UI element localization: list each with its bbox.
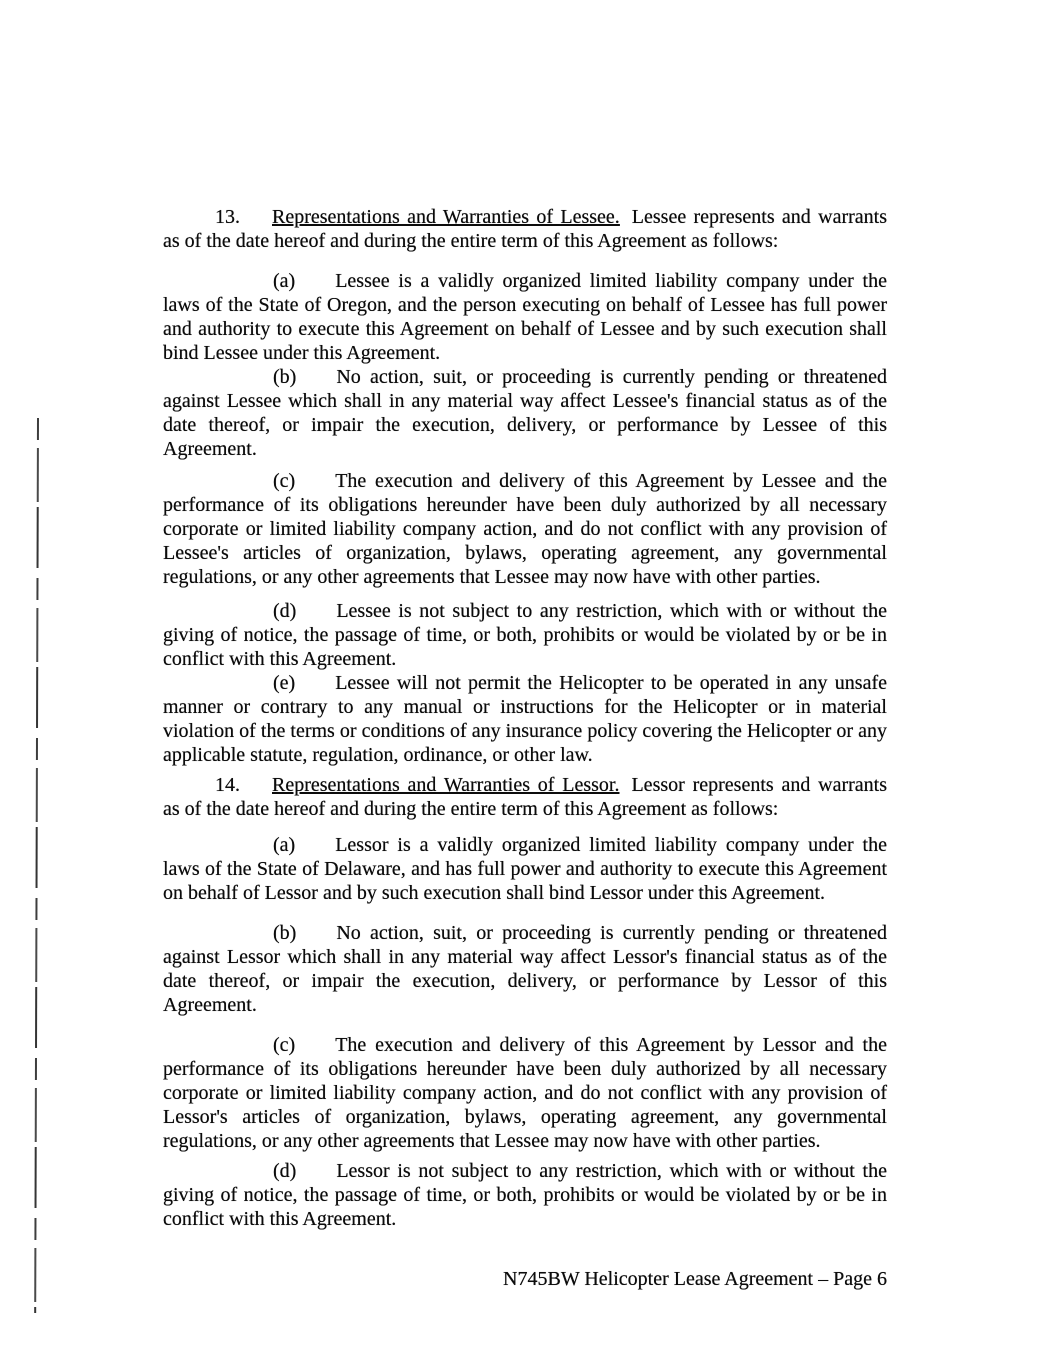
clause-13b [163, 365, 887, 461]
clause-label: (c) [273, 1034, 296, 1056]
section-14-heading-paragraph [163, 773, 887, 821]
clause-14a [163, 833, 887, 905]
clause-text: The execution and delivery of this Agreement by Lessee and the performance of its obligations hereunder have been duly authorized by all necessary corporate or limited liability company action, and do not conflict with any provision of Lessee's articles of organization, bylaws, operating agreement, any governmental regulations, or any other agreements that Lessee may now have with other parties. [163, 470, 887, 588]
clause-14b [163, 921, 887, 1017]
clause-label: (d) [273, 1160, 297, 1182]
clause-text: Lessor is a validly organized limited liability company under the laws of the State of Delaware, and has full power and authority to execute this Agreement on behalf of Lessor and by such execution shall bind Lessor under this Agreement. [163, 834, 887, 904]
clause-13e [163, 671, 887, 767]
clause-label: (c) [273, 470, 296, 492]
section-heading: Representations and Warranties of Lessor. [272, 774, 620, 796]
clause-label: (d) [273, 600, 297, 622]
section-heading: Representations and Warranties of Lessee. [272, 206, 620, 228]
clause-label: (b) [273, 366, 297, 388]
clause-label: (a) [273, 270, 296, 292]
clause-text: Lessee is not subject to any restriction, which with or without the giving of notice, the passage of time, or both, prohibits or would be violated by or be in conflict with this Agreement. [163, 600, 887, 670]
clause-label: (e) [273, 672, 296, 694]
clause-13a [163, 269, 887, 365]
clause-13c [163, 469, 887, 589]
clause-text: No action, suit, or proceeding is currently pending or threatened against Lessor which shall in any material way affect Lessor's financial status as of the date thereof, or impair the execution, delivery, or performance by Lessor of this Agreement. [163, 922, 887, 1016]
clause-13d [163, 599, 887, 671]
clause-14c [163, 1033, 887, 1153]
clause-text: Lessee is a validly organized limited liability company under the laws of the State of Oregon, and the person executing on behalf of Lessee has full power and authority to execute this Agreement on behalf of Lessee and by such execution shall bind Lessee under this Agreement. [163, 270, 887, 364]
clause-label: (b) [273, 922, 297, 944]
section-intro: Lessor represents and warrants as of the date hereof and during the entire term of this Agreement as follows: [163, 774, 887, 820]
page-footer: N745BW Helicopter Lease Agreement – Page 6 [503, 1268, 887, 1290]
clause-14d [163, 1159, 887, 1231]
section-13-heading-paragraph [163, 205, 887, 253]
section-number: 13. [215, 206, 240, 228]
clause-text: No action, suit, or proceeding is currently pending or threatened against Lessee which shall in any material way affect Lessee's financial status as of the date thereof, or impair the execution, delivery, or performance by Lessee of this Agreement. [163, 366, 887, 460]
section-number: 14. [215, 774, 240, 796]
clause-text: The execution and delivery of this Agreement by Lessor and the performance of its obligations hereunder have been duly authorized by all necessary corporate or limited liability company action, and do not conflict with any provision of Lessor's articles of organization, bylaws, operating agreement, any governmental regulations, or any other agreements that Lessee may now have with other parties. [163, 1034, 887, 1152]
clause-text: Lessor is not subject to any restriction, which with or without the giving of notice, the passage of time, or both, prohibits or would be violated by or be in conflict with this Agreement. [163, 1160, 887, 1230]
document-body [163, 205, 887, 1291]
clause-label: (a) [273, 834, 296, 856]
clause-text: Lessee will not permit the Helicopter to be operated in any unsafe manner or contrary to any manual or instructions for the Helicopter or in material violation of the terms or conditions of any insurance policy covering the Helicopter or any applicable statute, regulation, ordinance, or other law. [163, 672, 887, 766]
section-intro: Lessee represents and warrants as of the date hereof and during the entire term of this Agreement as follows: [163, 206, 887, 252]
scan-artifact-line [34, 418, 39, 1313]
